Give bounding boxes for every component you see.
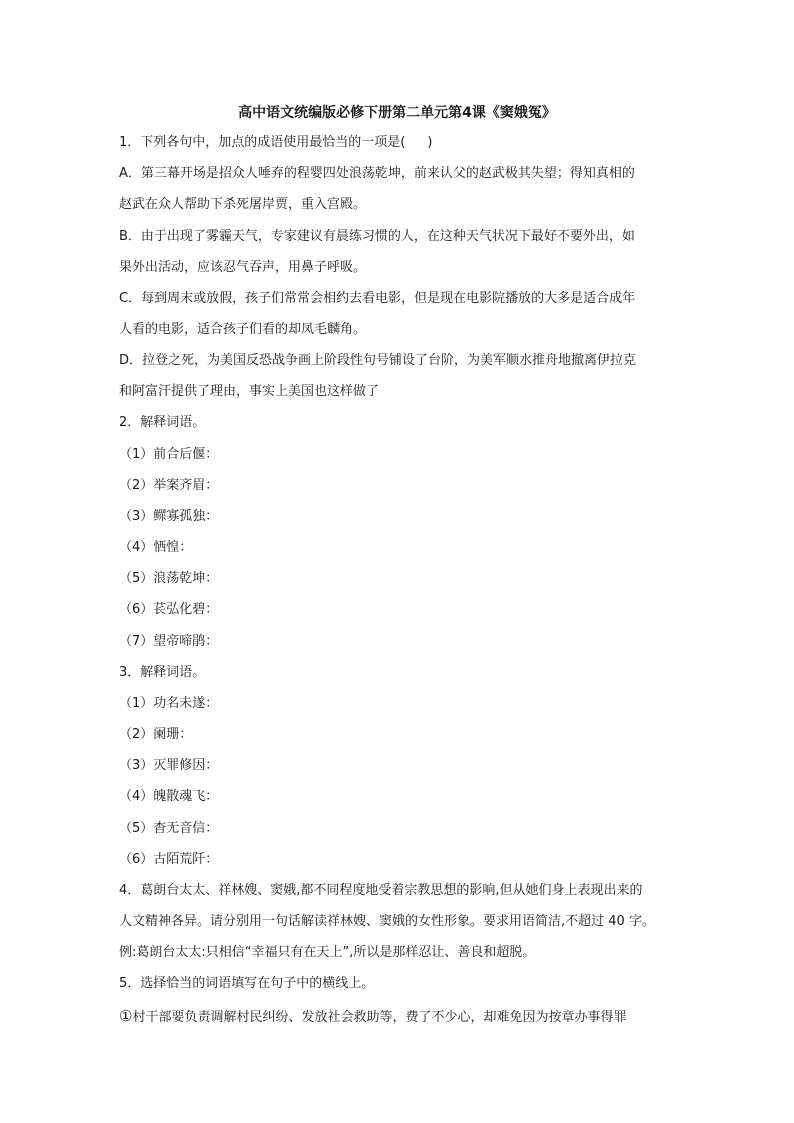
option-d-line-2: 和阿富汗提供了理由，事实上美国也这样做了 (119, 384, 380, 399)
question-3-item: （3）灭罪修因： (119, 758, 219, 773)
question-5-sentence-1 (119, 1006, 679, 1028)
option-b-line-1: B．由于出现了雾霾天气，专家建议有晨练习惯的人，在这种天气状况下最好不要外出，如 (119, 229, 635, 244)
question-4-line-2: 人文精神各异。请分别用一句话解读祥林嫂、窦娥的女性形象。要求用语简洁,不超过 40 字。 (119, 914, 655, 929)
question-3-item: （4）魄散魂飞： (119, 789, 219, 804)
question-2-stem: 2．解释词语。 (119, 415, 206, 430)
question-3-item: （5）杳无音信： (119, 821, 219, 836)
question-3-stem: 3．解释词语。 (119, 665, 206, 680)
question-3-item: （2）阑珊： (119, 727, 193, 742)
question-2-item: （7）望帝啼鹃： (119, 634, 219, 649)
question-1-stem-text: 1．下列各句中，加点的成语使用最恰当的一项是( (119, 135, 406, 150)
question-2-item: （2）举案齐眉： (119, 478, 219, 493)
option-c-line-1: C．每到周末或放假，孩子们常常会相约去看电影，但是现在电影院播放的大多是适合成年 (119, 291, 636, 306)
option-b-line-2: 果外出活动，应该忍气吞声，用鼻子呼吸。 (119, 260, 367, 275)
question-4-line-1: 4．葛朗台太太、祥林嫂、窦娥,都不同程度地受着宗教思想的影响,但从她们身上表现出来的 (119, 883, 643, 898)
option-c-line-2: 人看的电影，适合孩子们看的却凤毛麟角。 (119, 322, 367, 337)
circled-number-1: ① (119, 1007, 133, 1025)
option-a-line-2: 赵武在众人帮助下杀死屠岸贾，重入宫殿。 (119, 197, 367, 212)
question-4-example: 例:葛朗台太太:只相信“幸福只有在天上”,所以是那样忍让、善良和超脱。 (119, 945, 536, 960)
question-2-item: （6）苌弘化碧： (119, 602, 219, 617)
question-3-item: （1）功名未遂： (119, 696, 219, 711)
question-5-stem: 5．选择恰当的词语填写在句子中的横线上。 (119, 976, 375, 991)
option-a-line-1: A．第三幕开场是招众人唾弃的程婴四处浪荡乾坤，前来认父的赵武极其失望；得知真相的 (119, 166, 635, 181)
question-1-stem-close: ) (427, 135, 433, 150)
option-d-line-1: D．拉登之死，为美国反恐战争画上阶段性句号铺设了台阶，为美军顺水推舟地撤离伊拉克 (119, 353, 637, 368)
document-title: 高中语文统编版必修下册第二单元第4课《窦娥冤》 (238, 105, 556, 121)
question-3-item: （6）古陌荒阡： (119, 852, 219, 867)
question-2-item: （3）鳏寡孤独： (119, 509, 219, 524)
question-2-item: （5）浪荡乾坤： (119, 571, 219, 586)
question-1-stem (119, 133, 679, 153)
question-5-sentence-1-text: 村干部要负责调解村民纠纷、发放社会救助等，费了不少心，却难免因为按章办事得罪 (132, 1010, 627, 1025)
question-2-item: （4）恓惶： (119, 540, 193, 555)
question-2-item: （1）前合后偃： (119, 447, 219, 462)
